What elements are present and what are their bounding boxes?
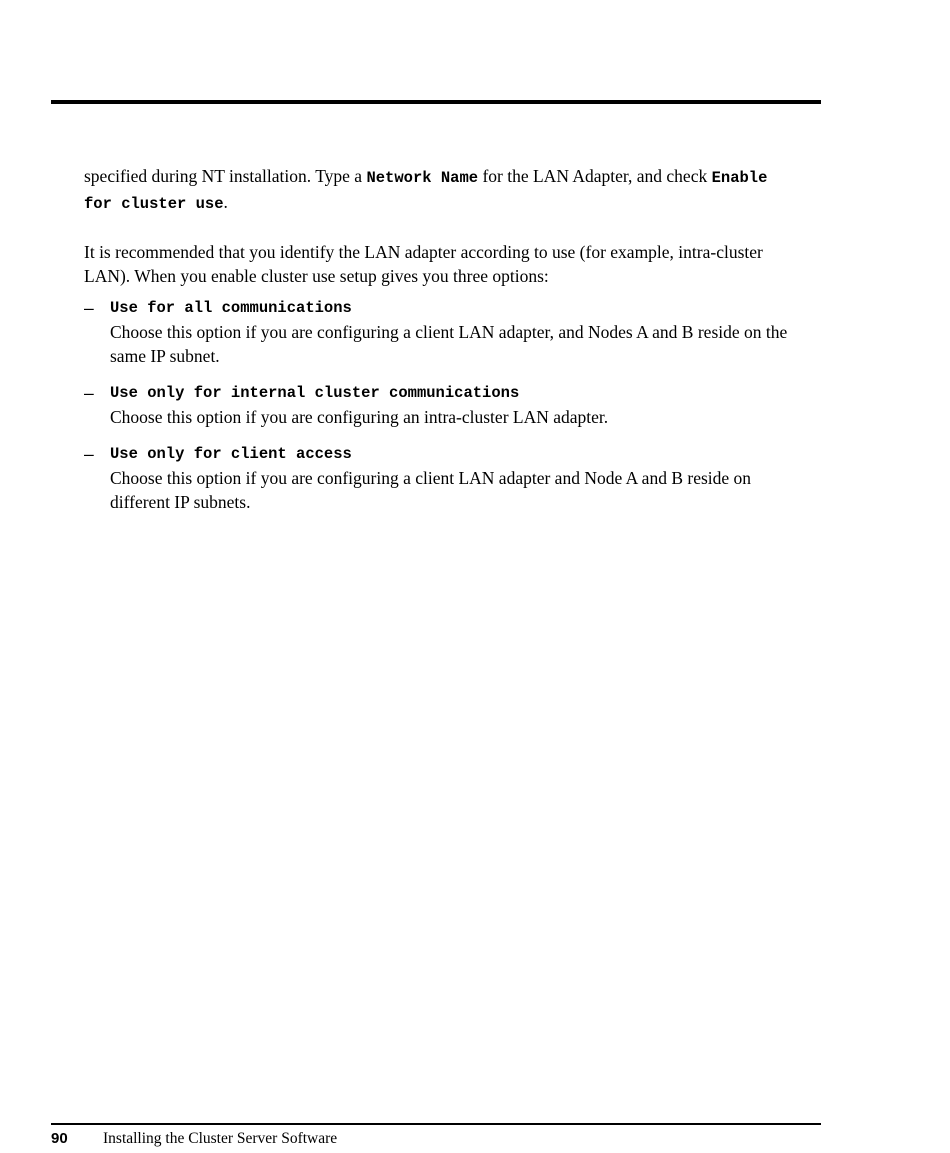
dash-bullet: – xyxy=(84,444,94,464)
recommendation-paragraph: It is recommended that you identify the LAN adapter according to use (for example, intra-cluster LAN). When you enable cluster use setup gives you three options: xyxy=(84,242,763,286)
option-item xyxy=(84,442,804,514)
page-body xyxy=(84,164,804,527)
dash-bullet: – xyxy=(84,298,94,318)
dash-bullet: – xyxy=(84,383,94,403)
option-description: Choose this option if you are configuring a client LAN adapter and Node A and B reside on different IP subnets. xyxy=(110,468,752,512)
option-title: Use only for internal cluster communications xyxy=(110,384,520,402)
intro-text-a: specified during NT installation. Type a xyxy=(84,166,367,186)
option-item xyxy=(84,381,804,429)
option-title: Use for all communications xyxy=(110,299,352,317)
option-title: Use only for client access xyxy=(110,445,352,463)
footer-title: Installing the Cluster Server Software xyxy=(103,1130,338,1147)
footer-rule xyxy=(51,1123,821,1125)
option-description: Choose this option if you are configuring an intra-cluster LAN adapter. xyxy=(110,407,609,427)
header-rule xyxy=(51,100,821,104)
option-item xyxy=(84,296,804,368)
network-name-term: Network Name xyxy=(366,169,479,187)
option-description: Choose this option if you are configuring a client LAN adapter, and Nodes A and B reside on the same IP subnet. xyxy=(110,322,788,366)
intro-text-c: . xyxy=(223,192,228,212)
page-number: 90 xyxy=(51,1130,68,1147)
intro-paragraph xyxy=(84,164,804,216)
intro-text-b: for the LAN Adapter, and check xyxy=(478,166,712,186)
enable-cluster-use-term: Enable for cluster use xyxy=(84,169,768,213)
